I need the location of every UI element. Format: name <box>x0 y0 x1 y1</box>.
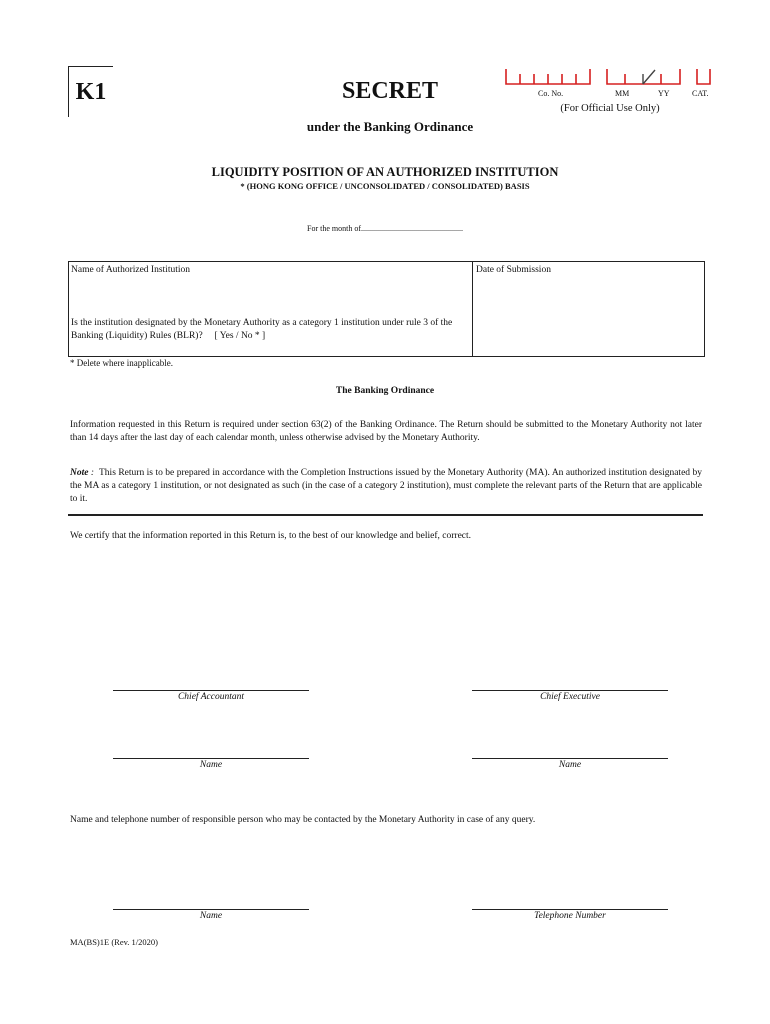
name-left-line[interactable] <box>113 758 309 759</box>
note-colon: : <box>88 468 97 478</box>
institution-info-box <box>68 261 705 357</box>
official-use-boxes <box>500 66 720 100</box>
date-slash <box>643 70 655 84</box>
contact-name-line[interactable] <box>113 909 309 910</box>
name-left-label: Name <box>199 760 223 770</box>
category-question <box>71 317 476 343</box>
mm-label: MM <box>615 89 630 98</box>
basis-line: * (HONG KONG OFFICE / UNCONSOLIDATED / CONSOLIDATED) BASIS <box>240 181 530 191</box>
chief-accountant-label: Chief Accountant <box>177 692 245 702</box>
telephone-label: Telephone Number <box>534 911 606 921</box>
cat-label: CAT. <box>692 89 709 98</box>
chief-accountant-signature-line[interactable] <box>113 690 309 691</box>
yes-no-choice[interactable]: [ Yes / No * ] <box>214 331 266 341</box>
submission-date-label[interactable]: Date of Submission <box>476 265 551 275</box>
form-title: LIQUIDITY POSITION OF AN AUTHORIZED INSTITUTION <box>211 165 559 179</box>
co-no-boxes <box>506 69 590 84</box>
name-right-line[interactable] <box>472 758 668 759</box>
month-line[interactable]: For the month of................................................... <box>307 224 463 233</box>
chief-executive-signature-line[interactable] <box>472 690 668 691</box>
telephone-line[interactable] <box>472 909 668 910</box>
institution-name-label[interactable]: Name of Authorized Institution <box>71 265 190 275</box>
contact-name-label: Name <box>199 911 223 921</box>
form-number: MA(BS)1E (Rev. 1/2020) <box>70 937 158 947</box>
form-code: K1 <box>68 66 113 117</box>
co-no-label: Co. No. <box>538 89 564 98</box>
cat-box <box>697 69 710 84</box>
note-text: This Return is to be prepared in accordance with the Completion Instructions issued by the Monetary Authority (MA). An authorized institution designated by the MA as a category 1 institution, or not designated as such (in the case of a category 2 institution), must complete the relevant parts of the Return that are applicable to it. <box>70 468 702 504</box>
yy-label: YY <box>658 89 670 98</box>
classification-title: SECRET <box>341 78 439 104</box>
section-divider <box>68 514 703 516</box>
note-paragraph <box>70 467 702 506</box>
official-use-note: (For Official Use Only) <box>560 103 660 114</box>
category-question-text: Is the institution designated by the Monetary Authority as a category 1 institution under rule 3 of the Banking (Liquidity) Rules (BLR)? <box>71 318 453 341</box>
ordinance-heading: The Banking Ordinance <box>335 386 435 396</box>
ordinance-subtitle: under the Banking Ordinance <box>306 119 474 134</box>
certification-text: We certify that the information reported in this Return is, to the best of our knowledge and belief, correct. <box>70 531 472 541</box>
chief-executive-label: Chief Executive <box>540 692 600 702</box>
contact-instructions: Name and telephone number of responsible person who may be contacted by the Monetary Authority in case of any query. <box>70 815 536 825</box>
ordinance-paragraph: Information requested in this Return is required under section 63(2) of the Banking Ordinance. The Return should be submitted to the Monetary Authority not later than 14 days after the last day of each calendar month, unless otherwise advised by the Monetary Authority. <box>70 420 702 443</box>
note-label: Note <box>70 468 89 478</box>
name-right-label: Name <box>558 760 582 770</box>
delete-note: * Delete where inapplicable. <box>70 358 173 368</box>
